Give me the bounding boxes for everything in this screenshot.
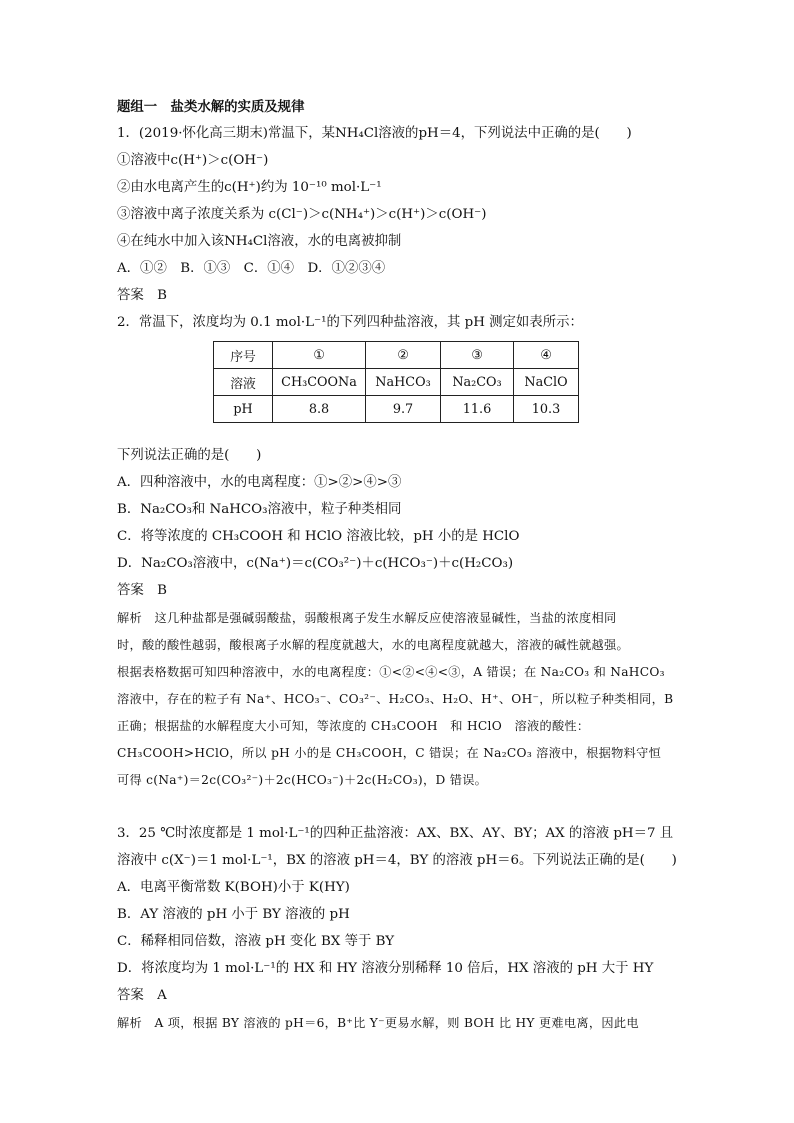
question-2-explanation-line: CH₃COOH>HClO，所以 pH 小的是 CH₃COOH，C 错误；在 Na₂CO₃ 溶液中，根据物料守恒 <box>117 746 662 760</box>
table-row <box>214 342 579 369</box>
table-cell: ① <box>273 342 366 369</box>
question-3-stem: 溶液中 c(X⁻)＝1 mol·L⁻¹，BX 的溶液 pH＝4，BY 的溶液 pH＝6。下列说法正确的是( ) <box>117 853 677 868</box>
question-3-stem: 3．25 ℃时浓度都是 1 mol·L⁻¹的四种正盐溶液：AX、BX、AY、BY；AX 的溶液 pH＝7 且 <box>117 826 674 841</box>
table-row <box>214 396 579 423</box>
question-2-option-c: C．将等浓度的 CH₃COOH 和 HClO 溶液比较，pH 小的是 HClO <box>117 529 520 544</box>
question-2-explanation-line: 溶液中，存在的粒子有 Na⁺、HCO₃⁻、CO₃²⁻、H₂CO₃、H₂O、H⁺、OH⁻，所以粒子种类相同，B <box>117 692 674 706</box>
table-cell: 溶液 <box>214 369 273 396</box>
question-3-answer: 答案 A <box>117 988 167 1003</box>
table-cell: NaHCO₃ <box>366 369 441 396</box>
table-cell: CH₃COONa <box>273 369 366 396</box>
ph-table <box>213 341 579 423</box>
question-1-statement-1: ①溶液中c(H⁺)＞c(OH⁻) <box>117 153 269 168</box>
question-2-stem: 2．常温下，浓度均为 0.1 mol·L⁻¹的下列四种盐溶液，其 pH 测定如表所示： <box>117 315 583 330</box>
table-cell: 11.6 <box>441 396 514 423</box>
table-cell: NaClO <box>514 369 579 396</box>
question-3-option-c: C．稀释相同倍数，溶液 pH 变化 BX 等于 BY <box>117 934 395 949</box>
section-title: 题组一 盐类水解的实质及规律 <box>117 99 305 115</box>
question-2-option-a: A．四种溶液中，水的电离程度：①>②>④>③ <box>117 475 402 490</box>
table-cell: ② <box>366 342 441 369</box>
question-2-explanation-line: 解析 这几种盐都是强碱弱酸盐，弱酸根离子发生水解反应使溶液显碱性，当盐的浓度相同 <box>117 611 617 625</box>
question-2-option-d: D．Na₂CO₃溶液中，c(Na⁺)＝c(CO₃²⁻)＋c(HCO₃⁻)＋c(H₂CO₃) <box>117 556 514 571</box>
table-cell: 9.7 <box>366 396 441 423</box>
question-2-explanation-line: 根据表格数据可知四种溶液中，水的电离程度：①<②<④<③，A 错误；在 Na₂CO₃ 和 NaHCO₃ <box>117 665 665 679</box>
table-cell: 8.8 <box>273 396 366 423</box>
table-cell: pH <box>214 396 273 423</box>
table-cell: ④ <box>514 342 579 369</box>
question-3-explanation-line: 解析 A 项，根据 BY 溶液的 pH＝6，B⁺比 Y⁻更易水解，则 BOH 比 HY 更难电离，因此电 <box>117 1016 639 1030</box>
question-1-statement-4: ④在纯水中加入该NH₄Cl溶液，水的电离被抑制 <box>117 234 402 249</box>
question-2-explanation-line: 时，酸的酸性越弱，酸根离子水解的程度就越大，水的电离程度就越大，溶液的碱性就越强。 <box>117 638 629 652</box>
question-1-statement-2: ②由水电离产生的c(H⁺)约为 10⁻¹⁰ mol·L⁻¹ <box>117 180 382 195</box>
question-1-options: A．①② B．①③ C．①④ D．①②③④ <box>117 261 386 276</box>
question-2-explanation-line: 可得 c(Na⁺)＝2c(CO₃²⁻)＋2c(HCO₃⁻)＋2c(H₂CO₃)，D 错误。 <box>117 773 488 787</box>
table-cell: ③ <box>441 342 514 369</box>
question-1-statement-3: ③溶液中离子浓度关系为 c(Cl⁻)＞c(NH₄⁺)＞c(H⁺)＞c(OH⁻) <box>117 207 487 222</box>
table-cell: Na₂CO₃ <box>441 369 514 396</box>
question-3-option-a: A．电离平衡常数 K(BOH)小于 K(HY) <box>117 880 350 895</box>
question-3-option-b: B．AY 溶液的 pH 小于 BY 溶液的 pH <box>117 907 350 922</box>
question-3-option-d: D．将浓度均为 1 mol·L⁻¹的 HX 和 HY 溶液分别稀释 10 倍后，HX 溶液的 pH 大于 HY <box>117 961 654 976</box>
question-1-answer: 答案 B <box>117 288 168 303</box>
table-cell: 10.3 <box>514 396 579 423</box>
question-2-answer: 答案 B <box>117 583 168 598</box>
table-cell: 序号 <box>214 342 273 369</box>
question-2-option-b: B．Na₂CO₃和 NaHCO₃溶液中，粒子种类相同 <box>117 502 402 517</box>
question-2-explanation-line: 正确；根据盐的水解程度大小可知，等浓度的 CH₃COOH 和 HClO 溶液的酸性： <box>117 719 590 733</box>
question-2-prompt: 下列说法正确的是( ) <box>117 448 262 463</box>
question-1-stem: 1．(2019·怀化高三期末)常温下，某NH₄Cl溶液的pH＝4，下列说法中正确的是( ) <box>117 126 632 141</box>
table-row <box>214 369 579 396</box>
